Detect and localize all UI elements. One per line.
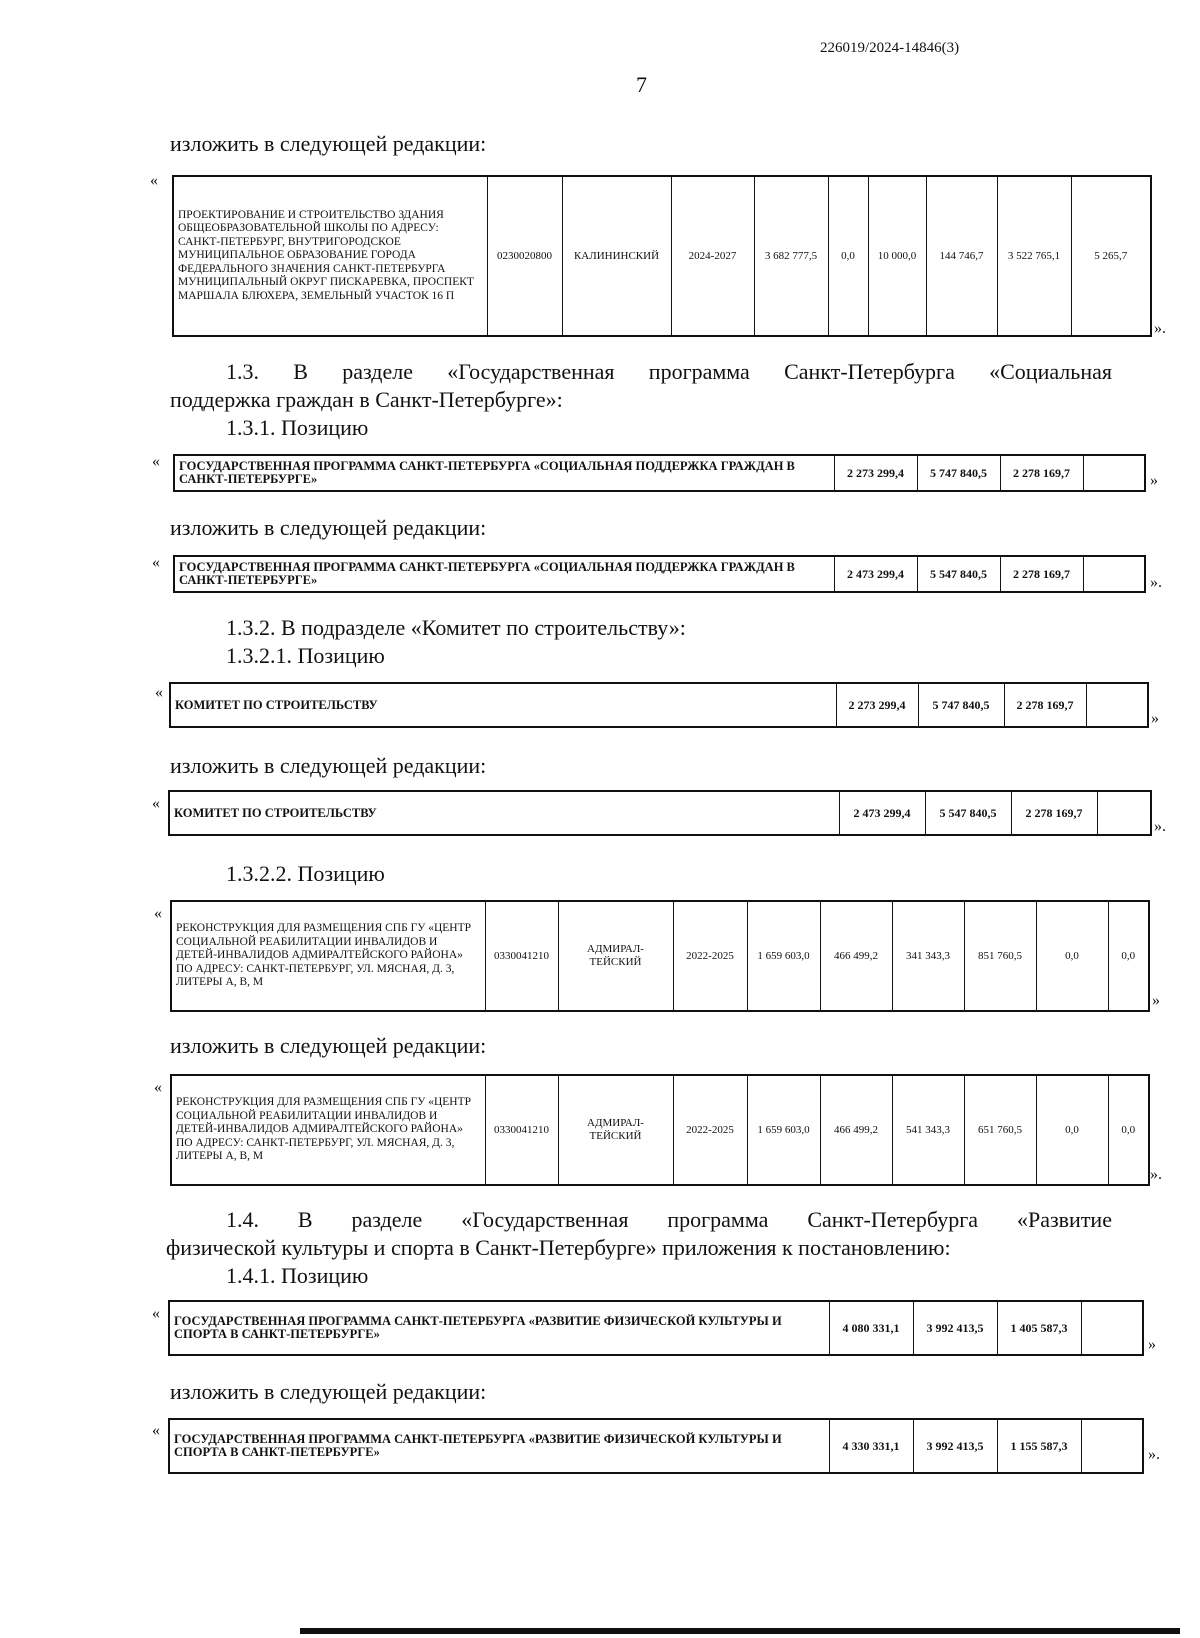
district: КАЛИНИНСКИЙ <box>562 176 671 336</box>
table-row <box>169 1301 1143 1355</box>
value-cell: 5 747 840,5 <box>918 683 1004 727</box>
table-sport-program-new <box>168 1418 1144 1474</box>
quote-close: ». <box>1154 818 1166 835</box>
word: «Развитие <box>1016 1207 1112 1232</box>
word: 1.4. <box>226 1207 259 1232</box>
quote-close: » <box>1150 472 1158 489</box>
word: В <box>293 359 308 384</box>
quote-open: « <box>152 453 160 470</box>
table-row <box>169 791 1151 835</box>
object-name: РЕКОНСТРУКЦИЯ ДЛЯ РАЗМЕЩЕНИЯ СПБ ГУ «ЦЕНТР СОЦИАЛЬНОЙ РЕАБИЛИТАЦИИ ИНВАЛИДОВ И ДЕТЕЙ-ИНВАЛИДОВ АДМИРАЛТЕЙСКОГО РАЙОНА» ПО АДРЕСУ: САНКТ-ПЕТЕРБУРГ, УЛ. МЯСНАЯ, Д. 3, ЛИТЕРЫ А, В, М <box>171 1075 485 1185</box>
value-cell: 2 473 299,4 <box>834 556 917 592</box>
value-cell: 851 760,5 <box>964 901 1036 1011</box>
word: «Социальная <box>989 359 1112 384</box>
value-cell: 4 330 331,1 <box>829 1419 913 1473</box>
district: АДМИРАЛ-ТЕЙСКИЙ <box>558 1075 673 1185</box>
value-cell: 0,0 <box>1108 1075 1149 1185</box>
table-school-project <box>172 175 1152 337</box>
replace-phrase: изложить в следующей редакции: <box>170 131 487 156</box>
value-cell: 3 522 765,1 <box>997 176 1071 336</box>
value-cell: 1 405 587,3 <box>997 1301 1081 1355</box>
page-bottom-rule <box>300 1628 1180 1634</box>
value-cell: 5 547 840,5 <box>917 556 1000 592</box>
object-name: РЕКОНСТРУКЦИЯ ДЛЯ РАЗМЕЩЕНИЯ СПБ ГУ «ЦЕНТР СОЦИАЛЬНОЙ РЕАБИЛИТАЦИИ ИНВАЛИДОВ И ДЕТЕЙ-ИНВАЛИДОВ АДМИРАЛТЕЙСКОГО РАЙОНА» ПО АДРЕСУ: САНКТ-ПЕТЕРБУРГ, УЛ. МЯСНАЯ, Д. 3, ЛИТЕРЫ А, В, М <box>171 901 485 1011</box>
section-1-4-line1 <box>226 1206 1112 1233</box>
value-cell: 0,0 <box>828 176 868 336</box>
quote-open: « <box>152 1422 160 1439</box>
program-name: ГОСУДАРСТВЕННАЯ ПРОГРАММА САНКТ-ПЕТЕРБУРГА «СОЦИАЛЬНАЯ ПОДДЕРЖКА ГРАЖДАН В САНКТ-ПЕТЕРБУРГЕ» <box>174 556 834 592</box>
value-cell <box>1083 556 1145 592</box>
value-cell: 2 278 169,7 <box>1000 455 1083 491</box>
period: 2022-2025 <box>673 1075 747 1185</box>
table-rehab-center-old <box>170 900 1150 1012</box>
table-social-program-new <box>173 555 1146 593</box>
word: Санкт-Петербурга <box>784 359 955 384</box>
period: 2024-2027 <box>671 176 754 336</box>
quote-close: » <box>1152 992 1160 1009</box>
table-row <box>169 1419 1143 1473</box>
section-1-4-1: 1.4.1. Позицию <box>226 1263 369 1288</box>
value-cell: 2 278 169,7 <box>1011 791 1097 835</box>
word: «Государственная <box>447 359 615 384</box>
quote-close: » <box>1148 1336 1156 1353</box>
value-cell: 541 343,3 <box>892 1075 964 1185</box>
table-row <box>170 683 1148 727</box>
period: 2022-2025 <box>673 901 747 1011</box>
value-cell: 144 746,7 <box>926 176 997 336</box>
section-1-3-2-1: 1.3.2.1. Позицию <box>226 643 385 668</box>
value-cell <box>1086 683 1148 727</box>
value-cell <box>1081 1419 1143 1473</box>
section-1-3-line1 <box>226 358 1112 385</box>
quote-open: « <box>152 554 160 571</box>
replace-phrase: изложить в следующей редакции: <box>170 1379 487 1404</box>
quote-open: « <box>155 684 163 701</box>
committee-name: КОМИТЕТ ПО СТРОИТЕЛЬСТВУ <box>169 791 839 835</box>
program-name: ГОСУДАРСТВЕННАЯ ПРОГРАММА САНКТ-ПЕТЕРБУРГА «СОЦИАЛЬНАЯ ПОДДЕРЖКА ГРАЖДАН В САНКТ-ПЕТЕРБУРГЕ» <box>174 455 834 491</box>
table-row <box>174 556 1145 592</box>
section-1-3-2-2: 1.3.2.2. Позицию <box>226 861 385 886</box>
quote-close: ». <box>1148 1446 1160 1463</box>
value-cell: 5 547 840,5 <box>925 791 1011 835</box>
value-cell: 341 343,3 <box>892 901 964 1011</box>
replace-phrase: изложить в следующей редакции: <box>170 515 487 540</box>
budget-code: 0330041210 <box>485 901 558 1011</box>
table-row <box>171 1075 1149 1185</box>
value-cell: 2 278 169,7 <box>1004 683 1086 727</box>
value-cell: 1 155 587,3 <box>997 1419 1081 1473</box>
quote-open: « <box>150 172 158 189</box>
quote-close: ». <box>1154 320 1166 337</box>
budget-code: 0230020800 <box>487 176 562 336</box>
quote-close: » <box>1151 710 1159 727</box>
table-rehab-center-new <box>170 1074 1150 1186</box>
table-row <box>171 901 1149 1011</box>
value-cell: 0,0 <box>1108 901 1149 1011</box>
value-cell <box>1083 455 1145 491</box>
replace-phrase: изложить в следующей редакции: <box>170 1033 487 1058</box>
word: программа <box>667 1207 769 1232</box>
value-cell: 3 992 413,5 <box>913 1301 997 1355</box>
section-1-4-line2: физической культуры и спорта в Санкт-Петербурге» приложения к постановлению: <box>166 1235 951 1260</box>
value-cell: 0,0 <box>1036 901 1108 1011</box>
value-cell: 3 992 413,5 <box>913 1419 997 1473</box>
quote-close: ». <box>1150 574 1162 591</box>
value-cell <box>1097 791 1151 835</box>
value-cell: 2 473 299,4 <box>839 791 925 835</box>
value-cell: 3 682 777,5 <box>754 176 828 336</box>
value-cell: 466 499,2 <box>820 1075 892 1185</box>
value-cell <box>1081 1301 1143 1355</box>
table-row <box>174 455 1145 491</box>
quote-open: « <box>152 795 160 812</box>
section-1-3-2: 1.3.2. В подразделе «Комитет по строительству»: <box>226 615 686 640</box>
program-name: ГОСУДАРСТВЕННАЯ ПРОГРАММА САНКТ-ПЕТЕРБУРГА «РАЗВИТИЕ ФИЗИЧЕСКОЙ КУЛЬТУРЫ И СПОРТА В САНКТ-ПЕТЕРБУРГЕ» <box>169 1419 829 1473</box>
value-cell: 2 278 169,7 <box>1000 556 1083 592</box>
value-cell: 0,0 <box>1036 1075 1108 1185</box>
table-sport-program-old <box>168 1300 1144 1356</box>
word: программа <box>648 359 750 384</box>
value-cell: 651 760,5 <box>964 1075 1036 1185</box>
quote-close: ». <box>1150 1166 1162 1183</box>
table-construction-committee-old <box>169 682 1149 728</box>
replace-phrase: изложить в следующей редакции: <box>170 753 487 778</box>
quote-open: « <box>154 1079 162 1096</box>
page-number: 7 <box>636 72 647 97</box>
value-cell: 10 000,0 <box>868 176 926 336</box>
table-row <box>173 176 1151 336</box>
value-cell: 466 499,2 <box>820 901 892 1011</box>
committee-name: КОМИТЕТ ПО СТРОИТЕЛЬСТВУ <box>170 683 836 727</box>
value-cell: 2 273 299,4 <box>836 683 918 727</box>
word: разделе <box>342 359 414 384</box>
value-cell: 4 080 331,1 <box>829 1301 913 1355</box>
word: «Государственная <box>461 1207 629 1232</box>
section-1-3-line2: поддержка граждан в Санкт-Петербурге»: <box>170 387 563 412</box>
value-cell: 1 659 603,0 <box>747 901 820 1011</box>
object-name: ПРОЕКТИРОВАНИЕ И СТРОИТЕЛЬСТВО ЗДАНИЯ ОБЩЕОБРАЗОВАТЕЛЬНОЙ ШКОЛЫ ПО АДРЕСУ: САНКТ-ПЕТЕРБУРГ, ВНУТРИГОРОДСКОЕ МУНИЦИПАЛЬНОЕ ОБРАЗОВАНИЕ ГОРОДА ФЕДЕРАЛЬНОГО ЗНАЧЕНИЯ САНКТ-ПЕТЕРБУРГА МУНИЦИПАЛЬНЫЙ ОКРУГ ПИСКАРЕВКА, ПРОСПЕКТ МАРШАЛА БЛЮХЕРА, ЗЕМЕЛЬНЫЙ УЧАСТОК 16 П <box>173 176 487 336</box>
quote-open: « <box>152 1305 160 1322</box>
program-name: ГОСУДАРСТВЕННАЯ ПРОГРАММА САНКТ-ПЕТЕРБУРГА «РАЗВИТИЕ ФИЗИЧЕСКОЙ КУЛЬТУРЫ И СПОРТА В САНКТ-ПЕТЕРБУРГЕ» <box>169 1301 829 1355</box>
word: 1.3. <box>226 359 259 384</box>
value-cell: 2 273 299,4 <box>834 455 917 491</box>
value-cell: 5 265,7 <box>1071 176 1151 336</box>
word: разделе <box>351 1207 423 1232</box>
budget-code: 0330041210 <box>485 1075 558 1185</box>
value-cell: 1 659 603,0 <box>747 1075 820 1185</box>
table-social-program-old <box>173 454 1146 492</box>
section-1-3-1: 1.3.1. Позицию <box>226 415 369 440</box>
quote-open: « <box>154 905 162 922</box>
value-cell: 5 747 840,5 <box>917 455 1000 491</box>
word: Санкт-Петербурга <box>807 1207 979 1232</box>
table-construction-committee-new <box>168 790 1152 836</box>
district: АДМИРАЛ-ТЕЙСКИЙ <box>558 901 673 1011</box>
word: В <box>297 1207 313 1232</box>
document-number: 226019/2024-14846(3) <box>820 40 960 56</box>
